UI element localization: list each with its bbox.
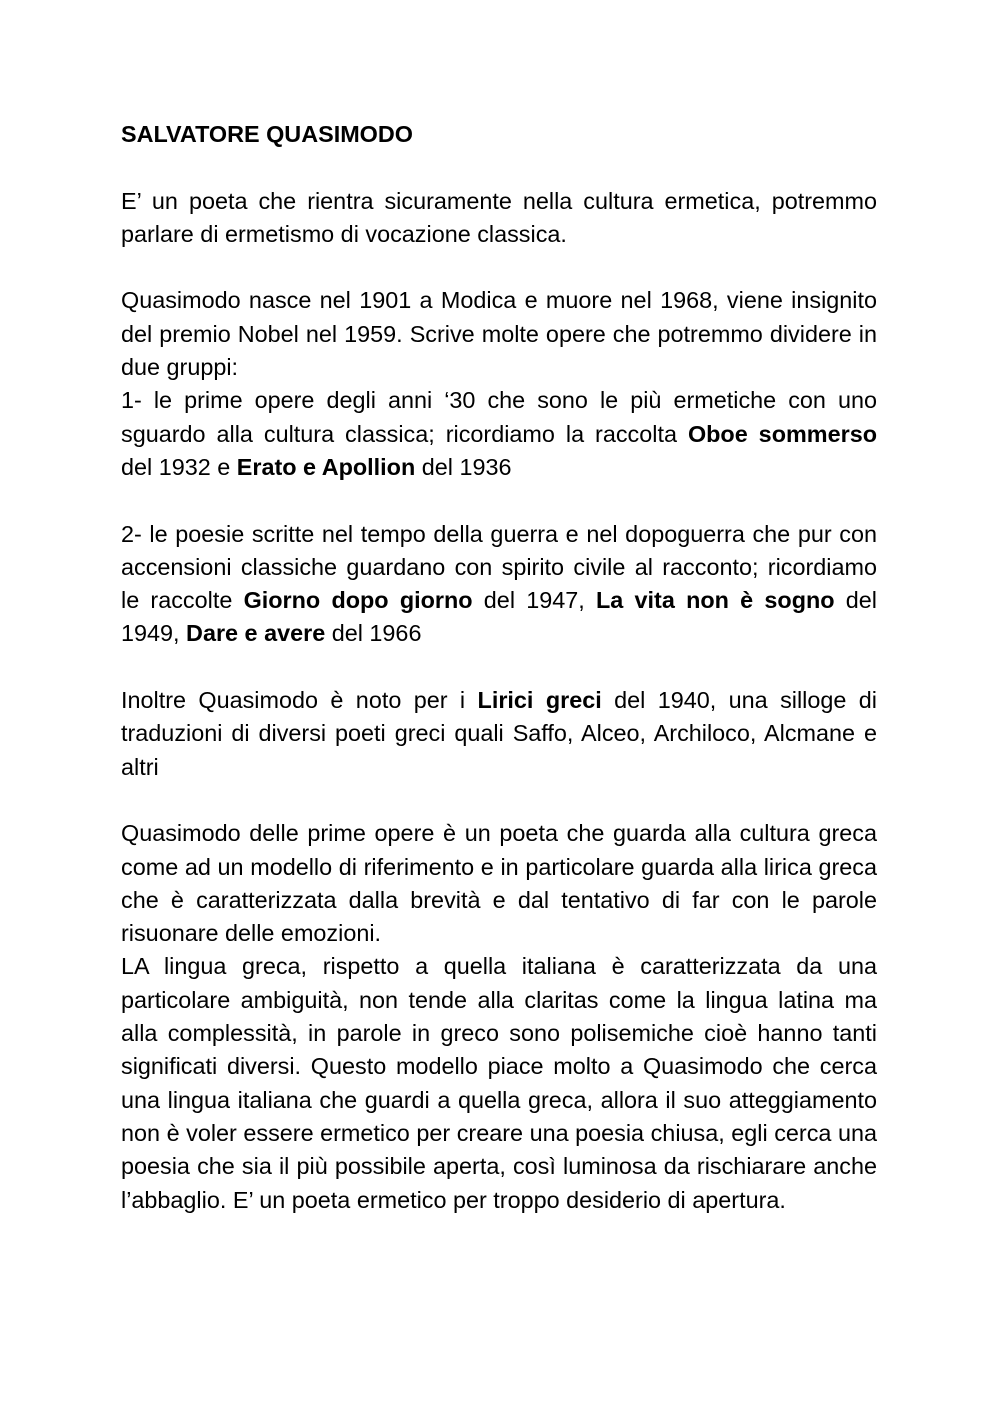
work-title-giorno-dopo-giorno: Giorno dopo giorno	[243, 587, 473, 614]
paragraph-greek-culture: Quasimodo delle prime opere è un poeta che guarda alla cultura greca come ad un modello di riferimento e in particolare guarda alla lirica greca che è caratterizzata dalla brevità e dal tentativo di far con le parole risuonare delle emozioni.	[121, 820, 877, 947]
work-title-erato-e-apollion: Erato e Apollion	[236, 453, 416, 480]
paragraph-biography: Quasimodo nasce nel 1901 a Modica e muore nel 1968, viene insignito del premio Nobel nel 1959. Scrive molte opere che potremmo dividere in due gruppi:	[121, 287, 877, 381]
paragraph-gap	[121, 251, 877, 284]
paragraph-gap	[121, 651, 877, 684]
text-span: del 1936	[415, 453, 512, 480]
paragraph-greek-language: LA lingua greca, rispetto a quella italiana è caratterizzata da una particolare ambiguità, non tende alla claritas come la lingua latina ma alla complessità, in parole in greco sono polisemiche cioè hanno tanti significati diversi. Questo modello piace molto a Quasimodo che cerca una lingua italiana che guardi a quella greca, allora il suo atteggiamento non è voler essere ermetico per creare una poesia chiusa, egli cerca una poesia che sia il più possibile aperta, così luminosa da rischiarare anche l’abbaglio. E’ un poeta ermetico per troppo desiderio di apertura.	[121, 953, 877, 1213]
text-span: del 1932 e	[121, 453, 237, 480]
paragraph-lirici-greci	[121, 684, 877, 784]
document-title: SALVATORE QUASIMODO	[121, 121, 413, 147]
paragraph-group-1	[121, 384, 877, 484]
text-span: del 1949,	[121, 587, 878, 647]
paragraph-intro: E’ un poeta che rientra sicuramente nella cultura ermetica, potremmo parlare di ermetismo di vocazione classica.	[121, 187, 877, 247]
text-span: del 1966	[325, 620, 422, 647]
paragraph-group-2	[121, 518, 877, 651]
paragraph-gap	[121, 484, 877, 517]
text-span: Inoltre Quasimodo è noto per i	[121, 687, 478, 714]
work-title-dare-e-avere: Dare e avere	[186, 620, 326, 647]
work-title-oboe-sommerso: Oboe sommerso	[687, 420, 877, 447]
paragraph-gap	[121, 784, 877, 817]
text-span: del 1947,	[472, 587, 597, 614]
work-title-lirici-greci: Lirici greci	[477, 687, 602, 714]
work-title-la-vita-non-e-sogno: La vita non è sogno	[596, 587, 835, 614]
text-span: 1- le prime opere degli anni ‘30 che sono le più ermetiche con uno sguardo alla cultura classica; ricordiamo la raccolta	[121, 387, 877, 447]
text-span: 2- le poesie scritte nel tempo della guerra e nel dopoguerra che pur con accensioni classiche guardano con spirito civile al racconto; ricordiamo le raccolte	[121, 520, 877, 614]
document-page	[121, 118, 877, 1217]
text-span: del 1940, una silloge di traduzioni di diversi poeti greci quali Saffo, Alceo, Archiloco, Alcmane e altri	[121, 687, 877, 780]
